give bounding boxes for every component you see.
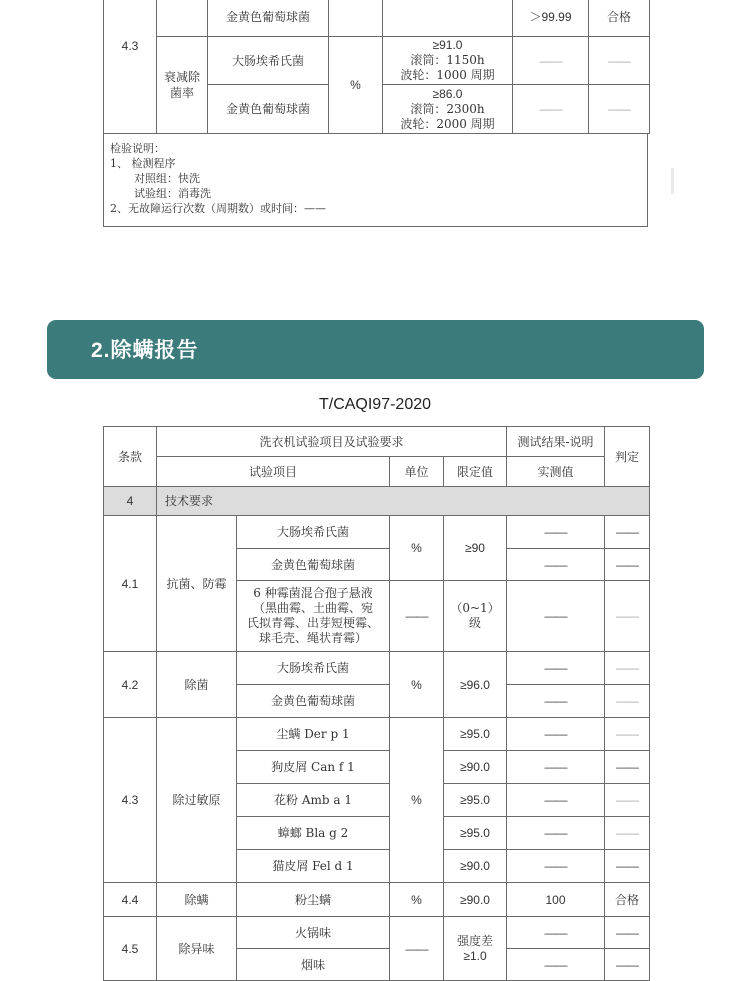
result-value: —— (507, 516, 605, 549)
result-value: —— (507, 850, 605, 883)
judge-value: —— (605, 751, 650, 784)
unit-cell: % (390, 718, 444, 883)
item-name-line: （黑曲霉、土曲霉、宛 (252, 601, 373, 615)
limit-line: 级 (469, 616, 482, 630)
result-value: —— (513, 85, 589, 134)
item-name: 金黄色葡萄球菌 (208, 0, 329, 37)
item-name-line: 球毛壳、绳状青霉） (258, 631, 367, 645)
item-group-line: 菌率 (169, 86, 194, 100)
blank-cell (157, 0, 208, 37)
header-unit: 单位 (390, 457, 444, 487)
unit-cell: % (390, 516, 444, 581)
header-clause: 条款 (104, 427, 157, 487)
result-value: ＞99.99 (513, 0, 589, 37)
clause-cell: 4.5 (104, 917, 157, 981)
blank-cell (383, 0, 513, 37)
item-name: 粉尘螨 (237, 883, 390, 917)
item-name: 火锅味 (237, 917, 390, 949)
blank-cell (329, 0, 383, 37)
judge-value: 合格 (605, 883, 650, 917)
judge-value: —— (605, 581, 650, 652)
section-label: 技术要求 (157, 487, 650, 516)
result-value: —— (507, 581, 605, 652)
section-banner (47, 320, 704, 379)
group-cell: 除螨 (157, 883, 237, 917)
judge-value: —— (589, 85, 650, 134)
judge-value: 合格 (589, 0, 650, 37)
standard-code: T/CAQI97-2020 (318, 396, 432, 413)
item-name (237, 581, 390, 652)
judge-value: —— (605, 949, 650, 981)
item-name-line: 6 种霉菌混合孢子悬液 (253, 586, 373, 600)
section-clause: 4 (104, 487, 157, 516)
limit-cell: ≥90.0 (444, 850, 507, 883)
limit-line: ≥86.0 (432, 86, 463, 101)
group-cell: 抗菌、防霉 (157, 516, 237, 652)
item-name: 金黄色葡萄球菌 (237, 685, 390, 718)
item-name: 狗皮屑 Can f 1 (237, 751, 390, 784)
limit-line: 波轮：2000 周期 (400, 116, 495, 131)
note-line: 1、 检测程序 (110, 157, 176, 170)
section-title: 2.除螨报告 (91, 339, 199, 362)
group-cell: 除菌 (157, 652, 237, 718)
limit-cell: ≥90.0 (444, 751, 507, 784)
item-name: 花粉 Amb a 1 (237, 784, 390, 817)
limit-cell: ≥90 (444, 516, 507, 581)
judge-value: —— (589, 37, 650, 85)
item-name: 大肠埃希氏菌 (237, 652, 390, 685)
item-name: 尘螨 Der p 1 (237, 718, 390, 751)
clause-cell: 4.4 (104, 883, 157, 917)
judge-value: —— (605, 817, 650, 850)
judge-value: —— (605, 652, 650, 685)
item-name: 大肠埃希氏菌 (208, 37, 329, 85)
judge-value: —— (605, 718, 650, 751)
limit-line: （0~1） (450, 601, 500, 615)
note-line: 对照组：快洗 (134, 172, 200, 185)
judge-value: —— (605, 685, 650, 718)
header-group: 洗衣机试验项目及试验要求 (157, 427, 507, 457)
item-name: 金黄色葡萄球菌 (237, 549, 390, 581)
sterilization-table (103, 0, 650, 134)
result-value: —— (507, 718, 605, 751)
unit-cell: % (390, 883, 444, 917)
limit-cell (383, 85, 513, 134)
limit-cell: ≥90.0 (444, 883, 507, 917)
note-line: 检验说明： (110, 142, 165, 155)
item-name-line: 氏拟青霉、出芽短梗霉、 (246, 616, 379, 630)
header-judge: 判定 (605, 427, 650, 487)
unit-cell: % (390, 652, 444, 718)
item-name: 猫皮屑 Fel d 1 (237, 850, 390, 883)
limit-cell (383, 37, 513, 85)
result-value: —— (507, 917, 605, 949)
inspection-note (103, 133, 648, 227)
result-value: —— (507, 949, 605, 981)
judge-value: —— (605, 784, 650, 817)
result-value: —— (513, 37, 589, 85)
limit-cell: ≥95.0 (444, 784, 507, 817)
limit-cell: ≥96.0 (444, 652, 507, 718)
limit-line: 滚筒：1150h (410, 53, 485, 67)
clause-cell: 4.3 (104, 0, 157, 134)
result-value: 100 (507, 883, 605, 917)
clause-cell: 4.1 (104, 516, 157, 652)
result-value: —— (507, 549, 605, 581)
limit-line: ≥1.0 (463, 948, 487, 963)
unit-cell: —— (390, 581, 444, 652)
result-value: —— (507, 784, 605, 817)
unit-cell: —— (390, 917, 444, 981)
mite-report-table (103, 426, 650, 981)
note-line: 2、无故障运行次数（周期数）或时间：—— (110, 202, 326, 215)
item-group-line: 衰减除 (163, 70, 200, 84)
note-line: 试验组：消毒洗 (134, 187, 211, 200)
item-name: 烟味 (237, 949, 390, 981)
judge-value: —— (605, 549, 650, 581)
limit-cell (444, 917, 507, 981)
clause-cell: 4.2 (104, 652, 157, 718)
limit-line: 波轮：1000 周期 (400, 68, 495, 82)
limit-line: 滚筒：2300h (410, 101, 485, 116)
clause-cell: 4.3 (104, 718, 157, 883)
judge-value: —— (605, 917, 650, 949)
result-value: —— (507, 652, 605, 685)
limit-line: 强度差 (457, 933, 494, 948)
limit-line: ≥91.0 (432, 38, 463, 52)
header-measured: 实测值 (507, 457, 605, 487)
group-cell: 除异味 (157, 917, 237, 981)
header-result-group: 测试结果-说明 (507, 427, 605, 457)
judge-value: —— (605, 516, 650, 549)
result-value: —— (507, 751, 605, 784)
item-group (157, 37, 208, 134)
group-cell: 除过敏原 (157, 718, 237, 883)
header-limit: 限定值 (444, 457, 507, 487)
limit-cell: ≥95.0 (444, 817, 507, 850)
result-value: —— (507, 685, 605, 718)
unit-cell: % (329, 37, 383, 134)
limit-cell (444, 581, 507, 652)
item-name: 大肠埃希氏菌 (237, 516, 390, 549)
item-name: 金黄色葡萄球菌 (208, 85, 329, 134)
judge-value: —— (605, 850, 650, 883)
limit-cell: ≥95.0 (444, 718, 507, 751)
header-item: 试验项目 (157, 457, 390, 487)
result-value: —— (507, 817, 605, 850)
scroll-mark (671, 168, 674, 194)
item-name: 蟑螂 Bla g 2 (237, 817, 390, 850)
